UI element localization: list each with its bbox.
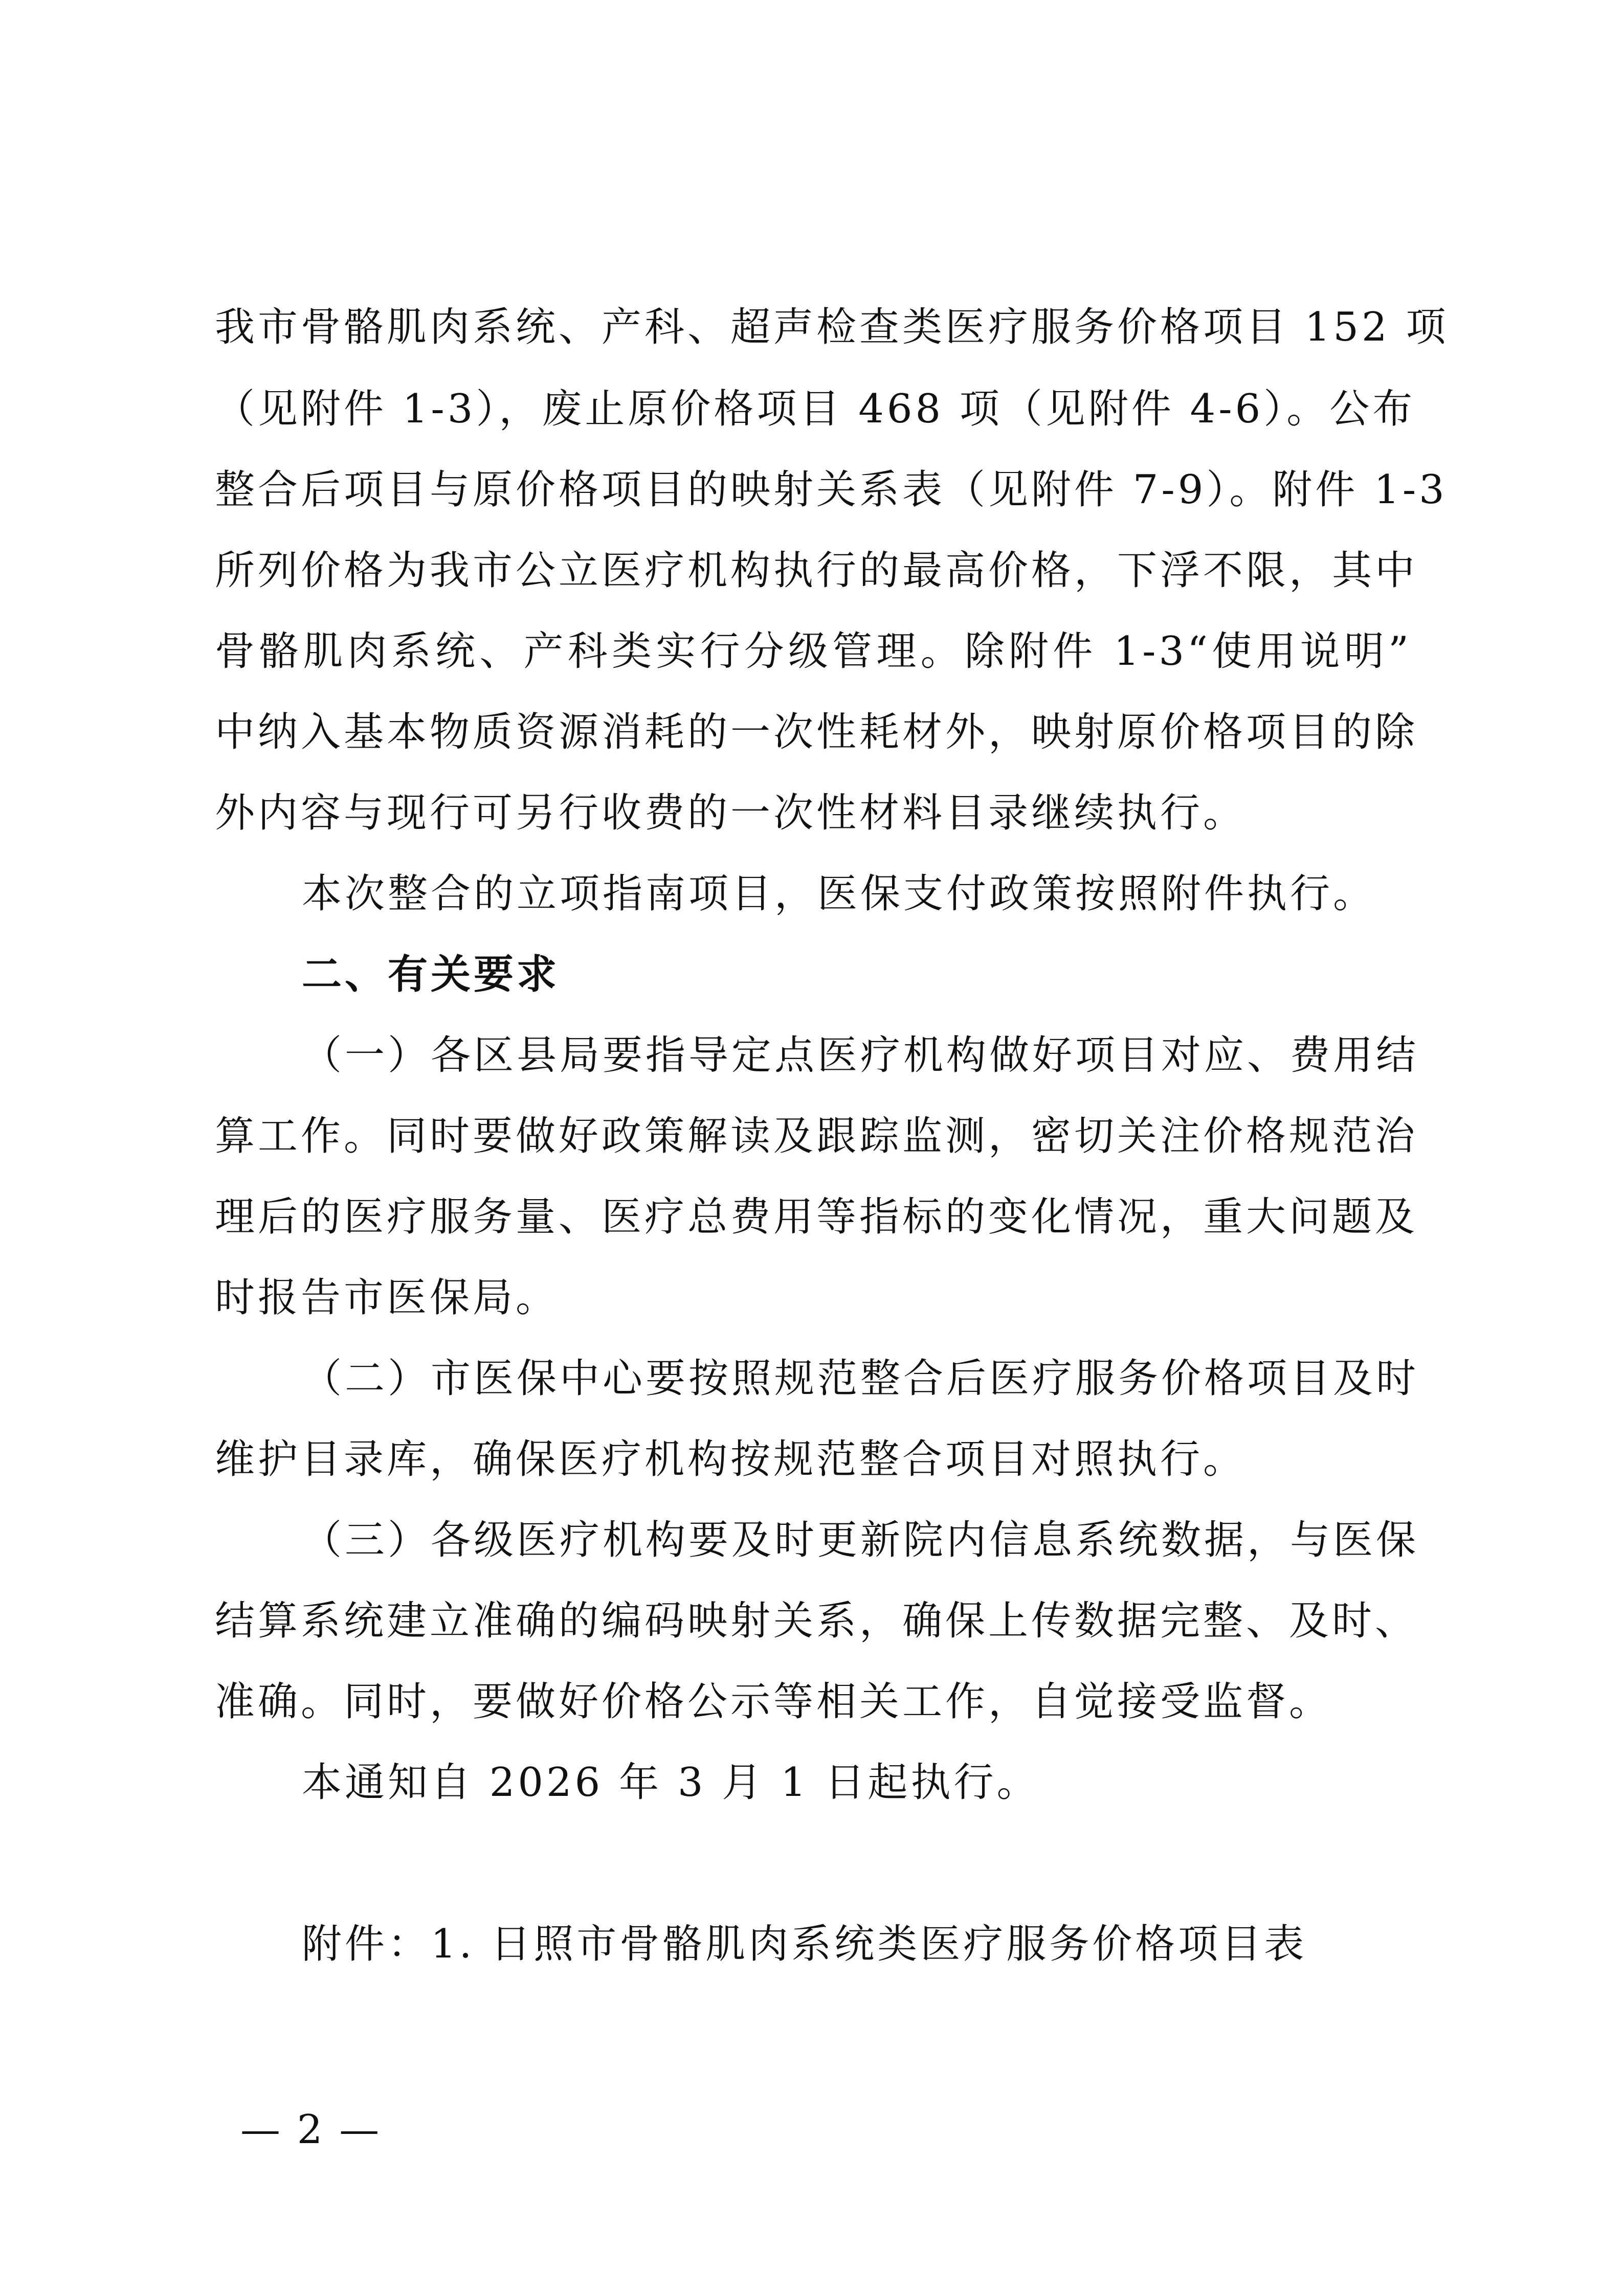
body-line-7: 外内容与现行可另行收费的一次性材料目录继续执行。 (215, 790, 1247, 836)
body-line-4: 所列价格为我市公立医疗机构执行的最高价格，下浮不限，其中 (215, 548, 1418, 594)
body-line-13: 时报告市医保局。 (215, 1275, 559, 1321)
body-line-18: 准确。同时，要做好价格公示等相关工作，自觉接受监督。 (215, 1679, 1332, 1725)
body-line-10: （一）各区县局要指导定点医疗机构做好项目对应、费用结 (302, 1032, 1419, 1078)
body-line-2: （见附件 1-3），废止原价格项目 468 项（见附件 4-6）。公布 (215, 386, 1416, 432)
body-line-3: 整合后项目与原价格项目的映射关系表（见附件 7-9）。附件 1-3 (215, 467, 1448, 513)
body-line-6: 中纳入基本物质资源消耗的一次性耗材外，映射原价格项目的除 (215, 709, 1418, 755)
body-line-11: 算工作。同时要做好政策解读及跟踪监测，密切关注价格规范治 (215, 1113, 1418, 1159)
body-line-15: 维护目录库，确保医疗机构按规范整合项目对照执行。 (215, 1436, 1247, 1482)
body-line-1: 我市骨骼肌肉系统、产科、超声检查类医疗服务价格项目 152 项 (215, 304, 1449, 350)
page-number: — 2 — (240, 2107, 382, 2153)
section-heading: 二、有关要求 (302, 952, 560, 998)
body-line-17: 结算系统建立准确的编码映射关系，确保上传数据完整、及时、 (215, 1598, 1418, 1644)
attachment-line: 附件：1. 日照市骨骼肌肉系统类医疗服务价格项目表 (302, 1921, 1307, 1967)
effective-date-line: 本通知自 2026 年 3 月 1 日起执行。 (302, 1760, 1040, 1806)
body-line-14: （二）市医保中心要按照规范整合后医疗服务价格项目及时 (302, 1356, 1419, 1402)
body-line-12: 理后的医疗服务量、医疗总费用等指标的变化情况，重大问题及 (215, 1194, 1418, 1240)
body-line-5: 骨骼肌肉系统、产科类实行分级管理。除附件 1-3“使用说明” (215, 628, 1412, 674)
body-line-16: （三）各级医疗机构要及时更新院内信息系统数据，与医保 (302, 1517, 1419, 1563)
body-line-8: 本次整合的立项指南项目，医保支付政策按照附件执行。 (302, 871, 1376, 917)
